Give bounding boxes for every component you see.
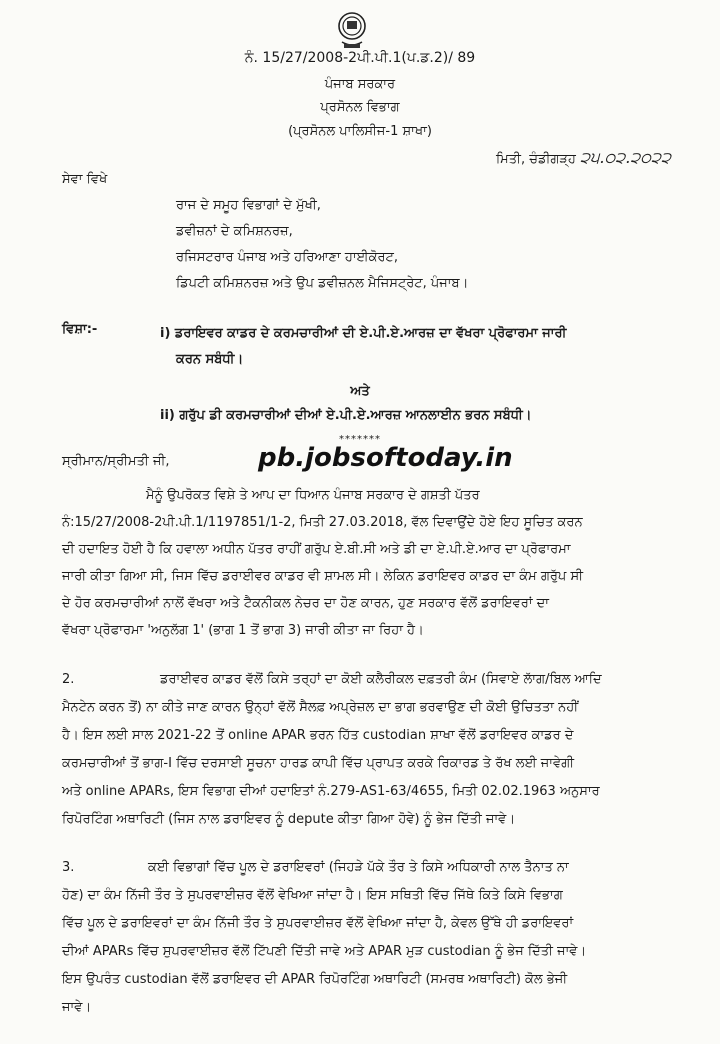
paragraph-1-line: ਨੰ:15/27/2008-2ਪੀ.ਪੀ.1/1197851/1-2, ਮਿਤੀ 27.03.2018, ਵੱਲ ਦਿਵਾਉਂਦੇ ਹੋਏ ਇਹ ਸੂਚਿਤ ਕਰਨ (62, 515, 583, 530)
recipient-line: ਰਾਜ ਦੇ ਸਮੂਹ ਵਿਭਾਗਾਂ ਦੇ ਮੁੱਖੀ, (176, 198, 321, 213)
subject-line-1-cont: ਕਰਨ ਸਬੰਧੀ। (176, 352, 244, 367)
date-value: ੨੫.੦੨.੨੦੨੨ (580, 148, 671, 167)
subject-line-1: i) ਡਰਾਇਵਰ ਕਾਡਰ ਦੇ ਕਰਮਚਾਰੀਆਂ ਦੀ ਏ.ਪੀ.ਏ.ਆਰਜ਼ ਦਾ ਵੱਖਰਾ ਪ੍ਰੋਫਾਰਮਾ ਜਾਰੀ (160, 326, 567, 341)
paragraph-3-number: 3. (62, 860, 75, 875)
paragraph-2-line: ਕਰਮਚਾਰੀਆਂ ਤੋਂ ਭਾਗ-I ਵਿੱਚ ਦਰਸਾਈ ਸੂਚਨਾ ਹਾਰਡ ਕਾਪੀ ਵਿੱਚ ਪ੍ਰਾਪਤ ਕਰਕੇ ਰਿਕਾਰਡ ਤੇ ਰੱਖ ਲਈ ਜਾਵੇਗੀ (62, 756, 575, 771)
recipient-line: ਡਿਪਟੀ ਕਮਿਸ਼ਨਰਜ਼ ਅਤੇ ਉਪ ਡਵੀਜ਼ਨਲ ਮੈਜਿਸਟ੍ਰੇਟ, ਪੰਜਾਬ। (176, 276, 469, 291)
paragraph-3-line: ਦੀਆਂ APARs ਵਿੱਚ ਸੁਪਰਵਾਈਜ਼ਰ ਵੱਲੋਂ ਟਿੱਪਣੀ ਦਿੱਤੀ ਜਾਵੇ ਅਤੇ APAR ਮੁੜ custodian ਨੂੰ ਭੇਜ ਦਿੱਤੀ ਜਾਵੇ। (62, 944, 587, 959)
paragraph-2-line: ਮੈਨਟੇਨ ਕਰਨ ਤੋਂ) ਨਾ ਕੀਤੇ ਜਾਣ ਕਾਰਨ ਉਨ੍ਹਾਂ ਵੱਲੋਂ ਸੈਲਫ਼ ਅਪ੍ਰੇਜ਼ਲ ਦਾ ਭਾਗ ਭਰਵਾਉਣ ਦੀ ਕੋਈ ਉਚਿਤਤਾ ਨਹੀਂ (62, 700, 579, 715)
paragraph-2-number: 2. (62, 672, 75, 687)
paragraph-1-line: ਦੇ ਹੋਰ ਕਰਮਚਾਰੀਆਂ ਨਾਲੋਂ ਵੱਖਰਾ ਅਤੇ ਟੈਕਨੀਕਲ ਨੇਚਰ ਦਾ ਹੋਣ ਕਾਰਨ, ਹੁਣ ਸਰਕਾਰ ਵੱਲੋਂ ਡਰਾਇਵਰਾਂ ਦਾ (62, 596, 550, 611)
date-line (496, 148, 671, 168)
paragraph-1-line: ਦੀ ਹਦਾਇਤ ਹੋਈ ਹੈ ਕਿ ਹਵਾਲਾ ਅਧੀਨ ਪੱਤਰ ਰਾਹੀਂ ਗਰੁੱਪ ਏ.ਬੀ.ਸੀ ਅਤੇ ਡੀ ਦਾ ਏ.ਪੀ.ਏ.ਆਰ ਦਾ ਪ੍ਰੋਫਾਰਮਾ (62, 542, 571, 557)
paragraph-3-line: ਕਈ ਵਿਭਾਗਾਂ ਵਿੱਚ ਪੂਲ ਦੇ ਡਰਾਇਵਰਾਂ (ਜਿਹੜੇ ਪੱਕੇ ਤੌਰ ਤੇ ਕਿਸੇ ਅਧਿਕਾਰੀ ਨਾਲ ਤੈਨਾਤ ਨਾ (148, 860, 569, 875)
paragraph-2-line: ਅਤੇ online APARs, ਇਸ ਵਿਭਾਗ ਦੀਆਂ ਹਦਾਇਤਾਂ ਨੰ.279-AS1-63/4655, ਮਿਤੀ 02.02.1963 ਅਨੁਸਾਰ (62, 784, 600, 799)
paragraph-2-line: ਰਿਪੋਰਟਿੰਗ ਅਥਾਰਿਟੀ (ਜਿਸ ਨਾਲ ਡਰਾਇਵਰ ਨੂੰ depute ਕੀਤਾ ਗਿਆ ਹੋਵੇ) ਨੂੰ ਭੇਜ ਦਿੱਤੀ ਜਾਵੇ। (62, 812, 516, 827)
subject-and: ਅਤੇ (350, 384, 370, 399)
paragraph-1-line: ਮੈਨੂੰ ਉਪਰੋਕਤ ਵਿਸ਼ੇ ਤੇ ਆਪ ਦਾ ਧਿਆਨ ਪੰਜਾਬ ਸਰਕਾਰ ਦੇ ਗਸ਼ਤੀ ਪੱਤਰ (146, 488, 480, 503)
paragraph-3-line: ਜਾਵੇ। (62, 1000, 92, 1015)
paragraph-1-line: ਵੱਖਰਾ ਪ੍ਰੋਫਾਰਮਾ 'ਅਨੁਲੱਗ 1' (ਭਾਗ 1 ਤੋਂ ਭਾਗ 3) ਜਾਰੀ ਕੀਤਾ ਜਾ ਰਿਹਾ ਹੈ। (62, 623, 424, 638)
paragraph-3-line: ਵਿੱਚ ਪੂਲ ਦੇ ਡਰਾਇਵਰਾਂ ਦਾ ਕੰਮ ਨਿੱਜੀ ਤੌਰ ਤੇ ਸੁਪਰਵਾਈਜ਼ਰ ਵੱਲੋਂ ਵੇਖਿਆ ਜਾਂਦਾ ਹੈ, ਕੇਵਲ ਉੱਥੇ ਹੀ ਡਰਾਇਵਰਾਂ (62, 916, 574, 931)
separator-stars: ******* (339, 434, 381, 445)
paragraph-1-line: ਜਾਰੀ ਕੀਤਾ ਗਿਆ ਸੀ, ਜਿਸ ਵਿੱਚ ਡਰਾਈਵਰ ਕਾਡਰ ਵੀ ਸ਼ਾਮਲ ਸੀ। ਲੇਕਿਨ ਡਰਾਇਵਰ ਕਾਡਰ ਦਾ ਕੰਮ ਗਰੁੱਪ ਸੀ (62, 569, 584, 584)
recipient-line: ਡਵੀਜ਼ਨਾਂ ਦੇ ਕਮਿਸ਼ਨਰਜ਼, (176, 224, 293, 239)
government-emblem-icon (334, 10, 370, 52)
reference-number: ਨੰ. 15/27/2008-2ਪੀ.ਪੀ.1(ਪ.ਡ.2)/ 89 (244, 50, 476, 66)
watermark-text: pb.jobsoftoday.in (258, 443, 513, 473)
paragraph-3-line: ਹੋਣ) ਦਾ ਕੰਮ ਨਿੱਜੀ ਤੌਰ ਤੇ ਸੁਪਰਵਾਈਜ਼ਰ ਵੱਲੋਂ ਵੇਖਿਆ ਜਾਂਦਾ ਹੈ। ਇਸ ਸਥਿਤੀ ਵਿੱਚ ਜਿੱਥੇ ਕਿਤੇ ਕਿਸੇ ਵਿਭਾਗ (62, 888, 563, 903)
subject-line-2: ii) ਗਰੁੱਪ ਡੀ ਕਰਮਚਾਰੀਆਂ ਦੀਆਂ ਏ.ਪੀ.ਏ.ਆਰਜ਼ ਆਨਲਾਈਨ ਭਰਨ ਸਬੰਧੀ। (160, 408, 532, 423)
paragraph-2-line: ਡਰਾਈਵਰ ਕਾਡਰ ਵੱਲੋਂ ਕਿਸੇ ਤਰ੍ਹਾਂ ਦਾ ਕੋਈ ਕਲੈਰੀਕਲ ਦਫ਼ਤਰੀ ਕੰਮ (ਸਿਵਾਏ ਲਾੱਗ/ਬਿਲ ਆਦਿ (160, 672, 602, 687)
recipient-line: ਰਜਿਸਟਰਾਰ ਪੰਜਾਬ ਅਤੇ ਹਰਿਆਣਾ ਹਾਈਕੋਰਟ, (176, 250, 399, 265)
recipients-label: ਸੇਵਾ ਵਿਖੇ (62, 172, 108, 187)
salutation: ਸ੍ਰੀਮਾਨ/ਸ੍ਰੀਮਤੀ ਜੀ, (62, 454, 170, 469)
paragraph-3-line: ਇਸ ਉਪਰੰਤ custodian ਵੱਲੋਂ ਡਰਾਇਵਰ ਦੀ APAR ਰਿਪੋਰਟਿੰਗ ਅਥਾਰਿਟੀ (ਸਮਰਥ ਅਥਾਰਿਟੀ) ਕੋਲ ਭੇਜੀ (62, 972, 568, 987)
subject-label: ਵਿਸ਼ਾ:- (62, 322, 98, 337)
branch-name: (ਪ੍ਰਸੋਨਲ ਪਾਲਿਸੀਜ-1 ਸ਼ਾਖਾ) (288, 124, 432, 139)
paragraph-2-line: ਹੈ। ਇਸ ਲਈ ਸਾਲ 2021-22 ਤੋਂ online APAR ਭਰਨ ਹਿੱਤ custodian ਸ਼ਾਖਾ ਵੱਲੋਂ ਡਰਾਇਵਰ ਕਾਡਰ ਦੇ (62, 728, 574, 743)
date-label: ਮਿਤੀ, ਚੰਡੀਗੜ੍ਹ (496, 152, 576, 167)
government-name: ਪੰਜਾਬ ਸਰਕਾਰ (324, 77, 396, 92)
department-name: ਪ੍ਰਸੋਨਲ ਵਿਭਾਗ (320, 100, 400, 115)
